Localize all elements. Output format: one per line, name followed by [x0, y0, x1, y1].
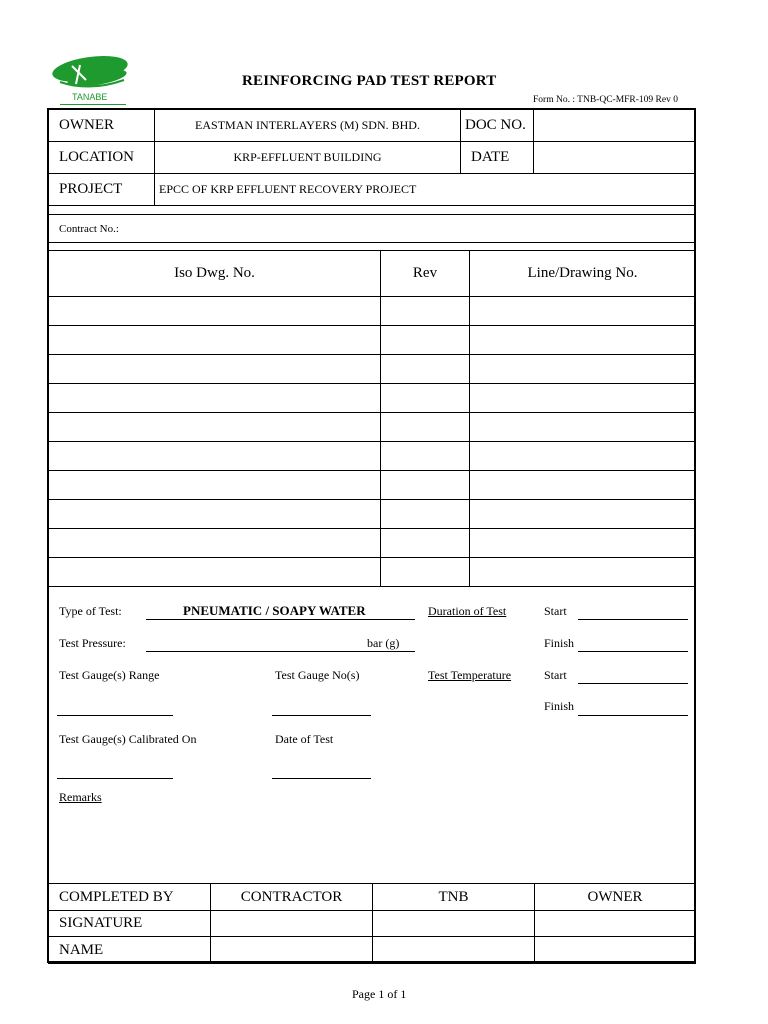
- drawing-row: [49, 442, 696, 471]
- owner-label: OWNER: [49, 110, 155, 142]
- iso-dwg-cell[interactable]: [49, 384, 381, 413]
- drawing-row: [49, 326, 696, 355]
- project-label: PROJECT: [49, 174, 155, 206]
- temperature-finish-label: Finish: [544, 699, 575, 713]
- signoff-table: [48, 883, 696, 964]
- drawing-table: [48, 250, 696, 587]
- remarks-label: Remarks: [59, 790, 102, 804]
- drawing-header-row: [49, 251, 696, 297]
- date-field[interactable]: [534, 142, 696, 174]
- page-number: Page 1 of 1: [352, 987, 407, 1001]
- doc-no-label: DOC NO.: [461, 110, 534, 142]
- contract-no-text: Contract No.:: [59, 222, 119, 235]
- doc-no-field[interactable]: [534, 110, 696, 142]
- rev-cell[interactable]: [381, 529, 470, 558]
- test-pressure-label: Test Pressure:: [59, 636, 126, 650]
- iso-dwg-cell[interactable]: [49, 558, 381, 587]
- iso-dwg-cell[interactable]: [49, 297, 381, 326]
- company-logo: [50, 52, 132, 108]
- line-drawing-header: Line/Drawing No.: [470, 251, 696, 297]
- completed-by-header: COMPLETED BY: [49, 884, 211, 911]
- contract-no-label[interactable]: [49, 215, 695, 243]
- date-label: DATE: [461, 142, 534, 174]
- line-drawing-cell[interactable]: [470, 500, 696, 529]
- logo-text: TANABE: [72, 92, 108, 102]
- rev-cell[interactable]: [381, 500, 470, 529]
- drawing-row: [49, 529, 696, 558]
- line-drawing-cell[interactable]: [470, 384, 696, 413]
- location-label: LOCATION: [49, 142, 155, 174]
- calibrated-on-label: Test Gauge(s) Calibrated On: [59, 732, 197, 746]
- type-of-test-value[interactable]: PNEUMATIC / SOAPY WATER: [183, 603, 366, 618]
- temperature-start-field[interactable]: [578, 683, 688, 684]
- rev-cell[interactable]: [381, 355, 470, 384]
- page-title: REINFORCING PAD TEST REPORT: [242, 73, 497, 89]
- tnb-signature-field[interactable]: [373, 911, 535, 937]
- signature-row: [49, 911, 696, 937]
- line-drawing-cell[interactable]: [470, 326, 696, 355]
- iso-dwg-cell[interactable]: [49, 413, 381, 442]
- date-of-test-field[interactable]: [272, 778, 371, 779]
- iso-dwg-cell[interactable]: [49, 355, 381, 384]
- contract-table: [48, 214, 695, 243]
- duration-finish-label: Finish: [544, 636, 575, 650]
- owner-header: OWNER: [535, 884, 696, 911]
- drawing-row: [49, 500, 696, 529]
- line-drawing-cell[interactable]: [470, 413, 696, 442]
- duration-of-test-label: Duration of Test: [428, 604, 507, 618]
- drawing-row: [49, 355, 696, 384]
- rev-cell[interactable]: [381, 297, 470, 326]
- rev-cell[interactable]: [381, 558, 470, 587]
- line-drawing-cell[interactable]: [470, 355, 696, 384]
- name-row: [49, 937, 696, 964]
- form-number: Form No. : TNB-QC-MFR-109 Rev 0: [533, 95, 678, 105]
- owner-signature-field[interactable]: [535, 911, 696, 937]
- pressure-unit-label: bar (g): [367, 636, 400, 650]
- rev-cell[interactable]: [381, 413, 470, 442]
- line-drawing-cell[interactable]: [470, 558, 696, 587]
- rev-cell[interactable]: [381, 384, 470, 413]
- temperature-start-label: Start: [544, 668, 567, 682]
- rev-cell[interactable]: [381, 442, 470, 471]
- type-of-test-line: [146, 619, 415, 620]
- line-drawing-cell[interactable]: [470, 297, 696, 326]
- location-value[interactable]: KRP-EFFLUENT BUILDING: [155, 142, 461, 174]
- iso-dwg-header: Iso Dwg. No.: [49, 251, 381, 297]
- signoff-header-row: [49, 884, 696, 911]
- gauge-no-label: Test Gauge No(s): [275, 668, 360, 682]
- line-drawing-cell[interactable]: [470, 442, 696, 471]
- test-pressure-field[interactable]: [146, 651, 415, 652]
- signature-label: SIGNATURE: [49, 911, 211, 937]
- project-value[interactable]: EPCC OF KRP EFFLUENT RECOVERY PROJECT: [155, 174, 696, 206]
- calibrated-on-field[interactable]: [57, 778, 173, 779]
- iso-dwg-cell[interactable]: [49, 326, 381, 355]
- duration-finish-field[interactable]: [578, 651, 688, 652]
- logo-underline: [60, 104, 126, 105]
- test-temperature-label: Test Temperature: [428, 668, 512, 682]
- rev-header: Rev: [381, 251, 470, 297]
- drawing-row: [49, 471, 696, 500]
- tnb-name-field[interactable]: [373, 937, 535, 964]
- gauge-range-label: Test Gauge(s) Range: [59, 668, 160, 682]
- iso-dwg-cell[interactable]: [49, 500, 381, 529]
- info-table: [48, 109, 696, 206]
- rev-cell[interactable]: [381, 326, 470, 355]
- rev-cell[interactable]: [381, 471, 470, 500]
- name-label: NAME: [49, 937, 211, 964]
- gauge-no-field[interactable]: [272, 715, 371, 716]
- iso-dwg-cell[interactable]: [49, 471, 381, 500]
- line-drawing-cell[interactable]: [470, 529, 696, 558]
- type-of-test-label: Type of Test:: [59, 604, 122, 618]
- temperature-finish-field[interactable]: [578, 715, 688, 716]
- contractor-signature-field[interactable]: [211, 911, 373, 937]
- drawing-row: [49, 413, 696, 442]
- iso-dwg-cell[interactable]: [49, 529, 381, 558]
- drawing-row: [49, 558, 696, 587]
- owner-value[interactable]: EASTMAN INTERLAYERS (M) SDN. BHD.: [155, 110, 461, 142]
- drawing-row: [49, 297, 696, 326]
- iso-dwg-cell[interactable]: [49, 442, 381, 471]
- gauge-range-field[interactable]: [57, 715, 173, 716]
- tnb-header: TNB: [373, 884, 535, 911]
- duration-start-label: Start: [544, 604, 567, 618]
- contractor-header: CONTRACTOR: [211, 884, 373, 911]
- line-drawing-cell[interactable]: [470, 471, 696, 500]
- duration-start-field[interactable]: [578, 619, 688, 620]
- contractor-name-field[interactable]: [211, 937, 373, 964]
- owner-name-field[interactable]: [535, 937, 696, 964]
- drawing-row: [49, 384, 696, 413]
- date-of-test-label: Date of Test: [275, 732, 334, 746]
